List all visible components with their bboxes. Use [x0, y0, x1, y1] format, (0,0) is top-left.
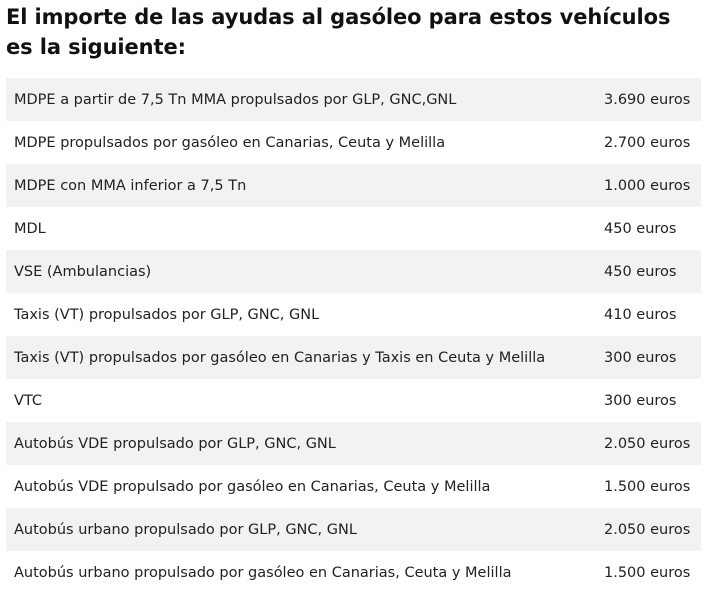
vehicle-type-cell: Taxis (VT) propulsados por gasóleo en Canarias y Taxis en Ceuta y Melilla	[6, 336, 588, 379]
aid-amount-cell: 2.050 euros	[588, 508, 701, 551]
aid-amount-cell: 410 euros	[588, 293, 701, 336]
table-row	[6, 379, 701, 422]
aid-amount-cell: 1.000 euros	[588, 164, 701, 207]
table-row	[6, 465, 701, 508]
vehicle-type-cell: MDPE a partir de 7,5 Tn MMA propulsados por GLP, GNC,GNL	[6, 78, 588, 121]
aid-amount-cell: 2.700 euros	[588, 121, 701, 164]
table-row	[6, 293, 701, 336]
vehicle-type-cell: Autobús urbano propulsado por gasóleo en Canarias, Ceuta y Melilla	[6, 551, 588, 594]
table-row	[6, 78, 701, 121]
vehicle-type-cell: Autobús VDE propulsado por GLP, GNC, GNL	[6, 422, 588, 465]
page-heading: El importe de las ayudas al gasóleo para estos vehículos es la siguiente:	[6, 5, 671, 59]
vehicle-type-cell: VTC	[6, 379, 588, 422]
aid-amount-cell: 3.690 euros	[588, 78, 701, 121]
vehicle-type-cell: VSE (Ambulancias)	[6, 250, 588, 293]
aid-amount-cell: 1.500 euros	[588, 551, 701, 594]
aid-amount-cell: 450 euros	[588, 250, 701, 293]
vehicle-type-cell: Autobús urbano propulsado por GLP, GNC, GNL	[6, 508, 588, 551]
vehicle-type-cell: MDL	[6, 207, 588, 250]
aid-amount-cell: 450 euros	[588, 207, 701, 250]
aid-amount-cell: 300 euros	[588, 379, 701, 422]
table-row	[6, 551, 701, 594]
aid-amount-cell: 2.050 euros	[588, 422, 701, 465]
vehicle-type-cell: MDPE con MMA inferior a 7,5 Tn	[6, 164, 588, 207]
table-row	[6, 508, 701, 551]
table-row	[6, 422, 701, 465]
vehicle-type-cell: Autobús VDE propulsado por gasóleo en Canarias, Ceuta y Melilla	[6, 465, 588, 508]
vehicle-type-cell: MDPE propulsados por gasóleo en Canarias, Ceuta y Melilla	[6, 121, 588, 164]
table-row	[6, 207, 701, 250]
table-row	[6, 121, 701, 164]
table-row	[6, 164, 701, 207]
aid-amount-cell: 1.500 euros	[588, 465, 701, 508]
table-row	[6, 336, 701, 379]
aid-amounts-table	[6, 78, 701, 594]
aid-amount-cell: 300 euros	[588, 336, 701, 379]
vehicle-type-cell: Taxis (VT) propulsados por GLP, GNC, GNL	[6, 293, 588, 336]
aid-amounts-table-body	[6, 78, 701, 594]
table-row	[6, 250, 701, 293]
